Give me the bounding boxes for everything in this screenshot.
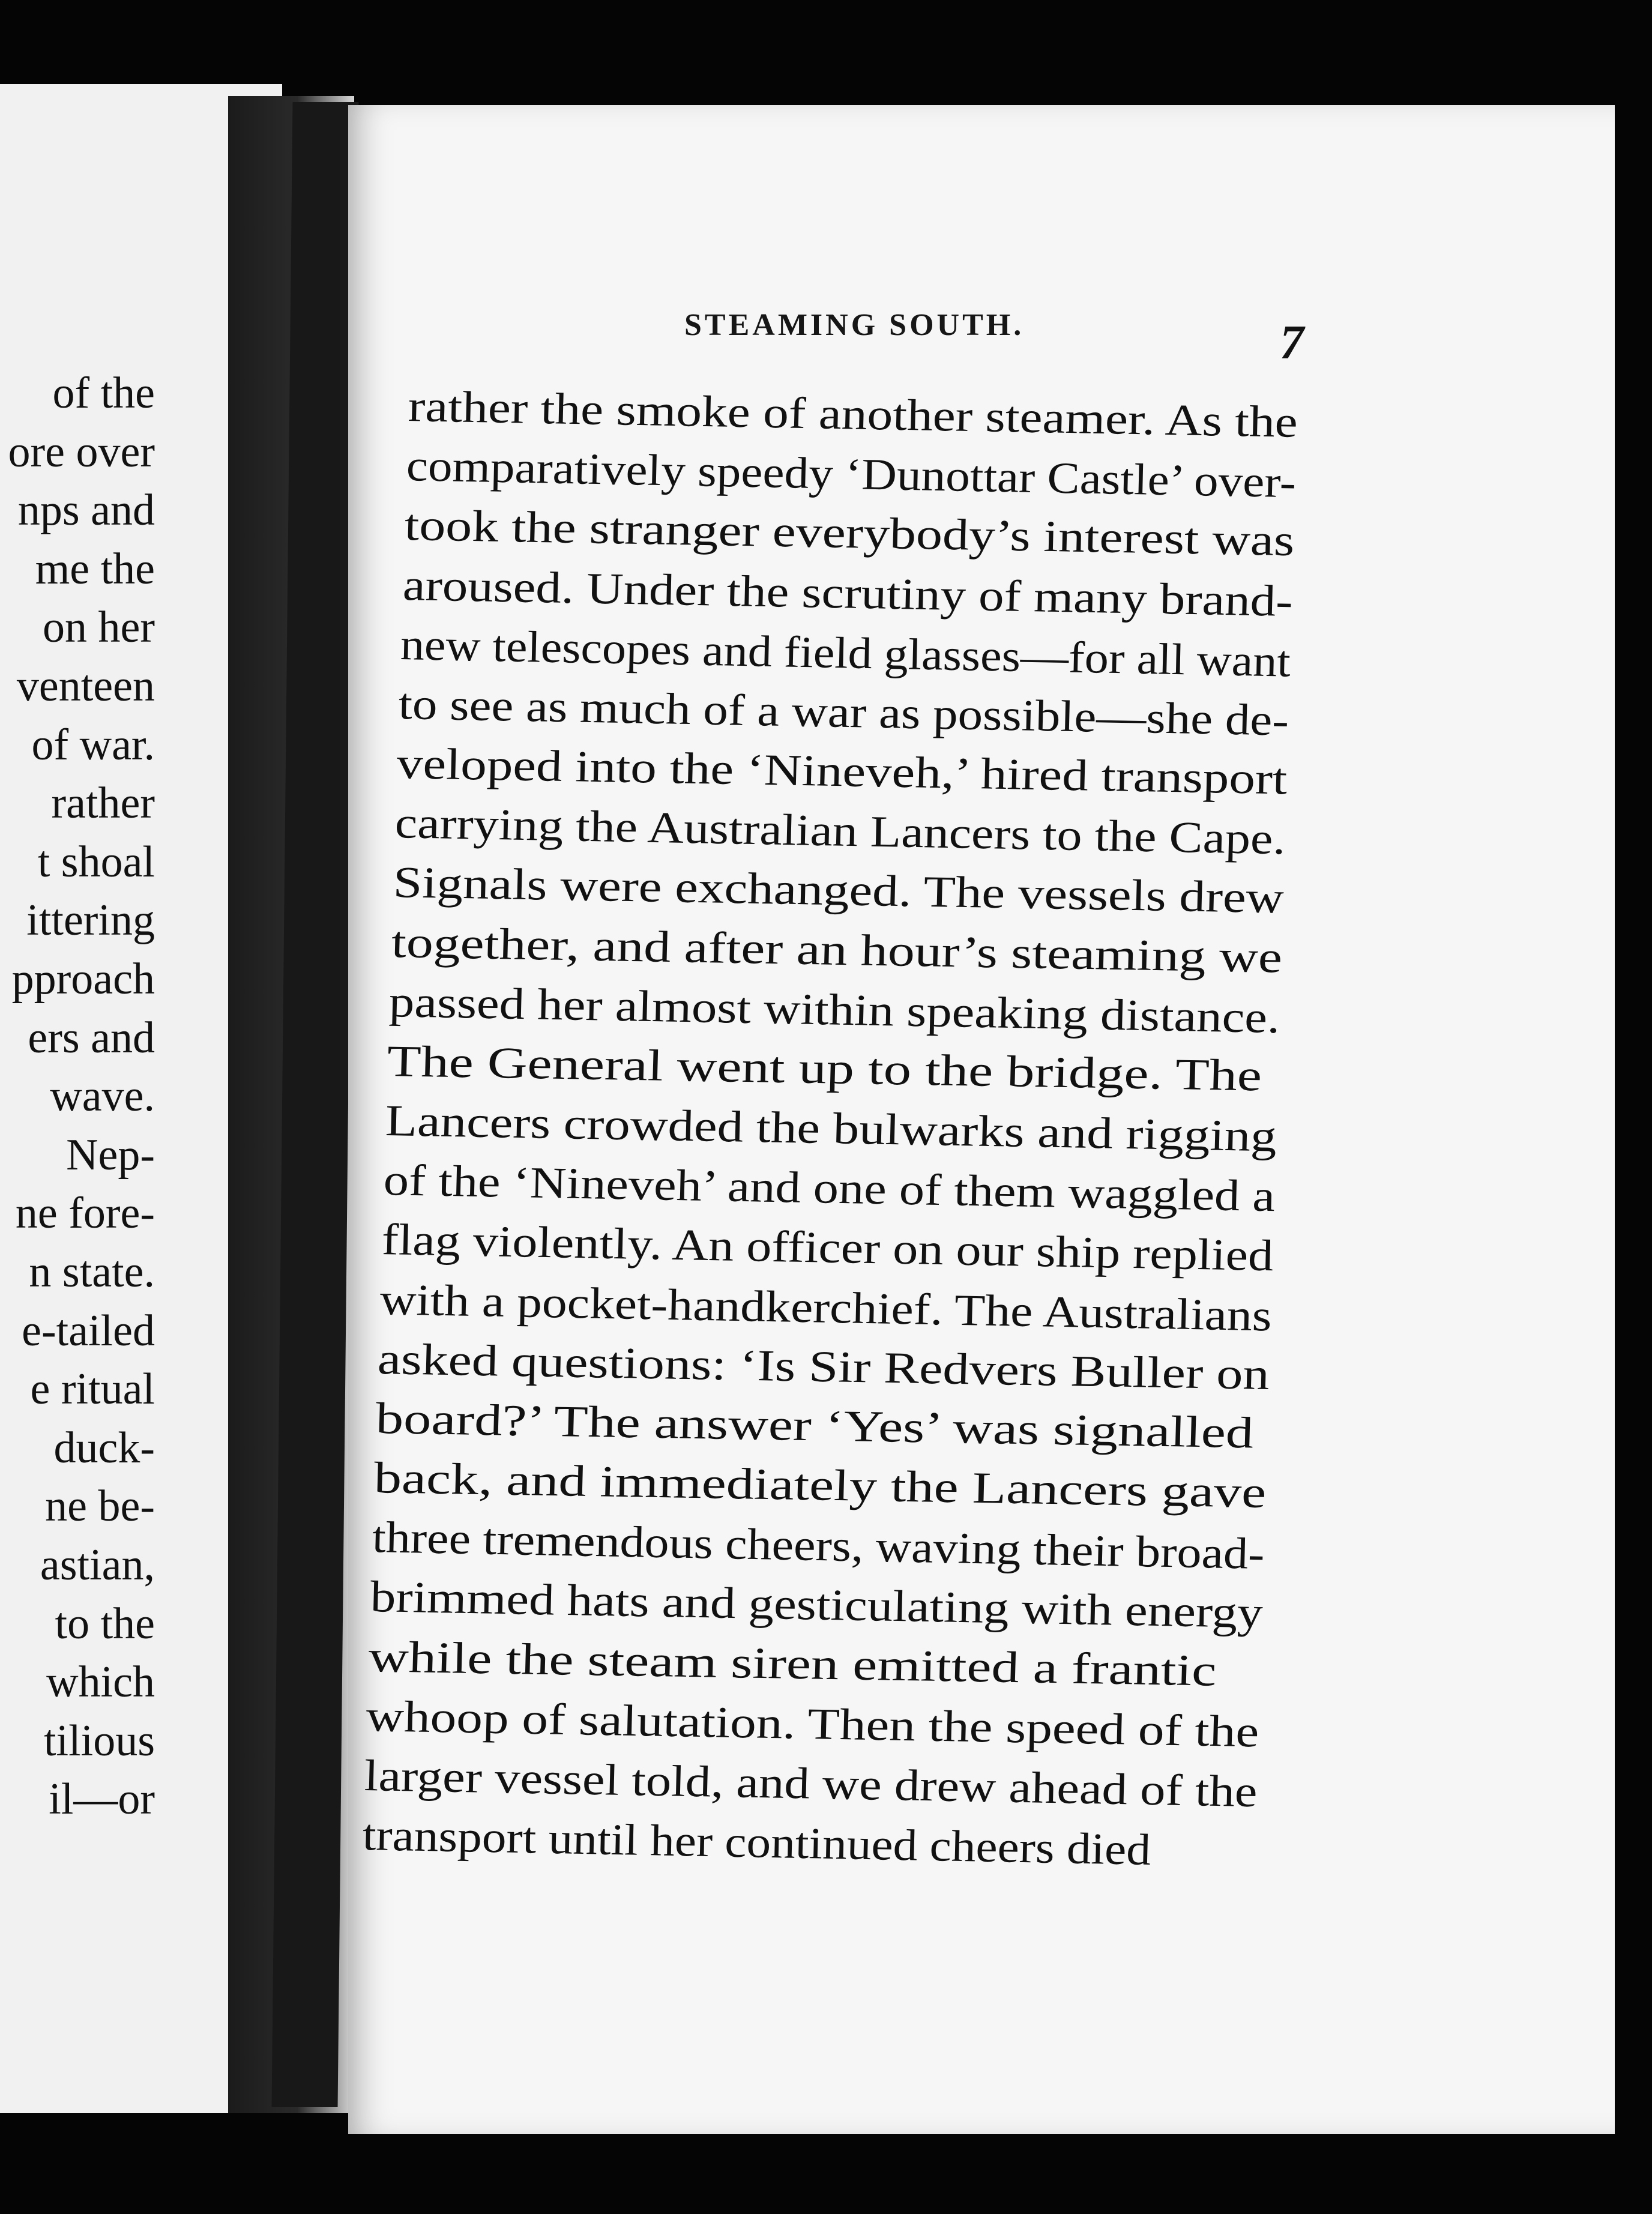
facing-page-line: ore over: [8, 427, 155, 477]
facing-page-line: ne fore-: [15, 1189, 155, 1238]
body-text-line: flag violently. An officer on our ship replied: [381, 1215, 1274, 1281]
facing-page-line: ne be-: [45, 1482, 155, 1531]
body-text-line: while the steam siren emitted a frantic: [367, 1632, 1217, 1696]
body-text-line: took the stranger everybody’s interest was: [403, 501, 1295, 566]
page-number: 7: [1280, 316, 1304, 369]
facing-page-line: tilious: [43, 1716, 155, 1766]
facing-page-line: Nep-: [66, 1130, 155, 1180]
body-text-line: with a pocket-handkerchief. The Australians: [379, 1274, 1272, 1341]
facing-page-line: duck-: [53, 1423, 155, 1473]
body-text-line: Lancers crowded the bulwarks and rigging: [384, 1096, 1277, 1162]
body-text-line: transport until her continued cheers died: [362, 1811, 1151, 1875]
facing-page-line: of war.: [31, 720, 155, 770]
facing-page-line: which: [46, 1657, 155, 1707]
body-text-line: The General went up to the bridge. The: [387, 1036, 1263, 1101]
body-text-line: veloped into the ‘Nineveh,’ hired transport: [396, 739, 1288, 804]
facing-page-line: pproach: [11, 955, 155, 1004]
body-text-line: carrying the Australian Lancers to the Cape.: [394, 798, 1286, 864]
facing-page-line: nps and: [17, 486, 155, 535]
facing-page-line: on her: [43, 603, 155, 653]
facing-page-line: venteen: [16, 662, 155, 711]
body-text-line: whoop of salutation. Then the speed of the: [366, 1691, 1260, 1757]
facing-page-line: ittering: [26, 896, 155, 946]
facing-page-line: t shoal: [37, 837, 155, 887]
body-text-line: aroused. Under the scrutiny of many brand-: [402, 560, 1293, 626]
body-text-line: together, and after an hour’s steaming we: [390, 917, 1283, 983]
body-text-line: board?’ The answer ‘Yes’ was signalled: [375, 1393, 1255, 1458]
facing-page-line: wave.: [50, 1072, 155, 1121]
running-head: STEAMING SOUTH.: [684, 308, 1025, 342]
facing-page-line: ers and: [28, 1013, 155, 1063]
body-text-line: rather the smoke of another steamer. As the: [408, 382, 1298, 447]
body-text-line: comparatively speedy ‘Dunottar Castle’ over-: [405, 441, 1297, 508]
facing-page-line: astian,: [40, 1540, 155, 1590]
body-text-line: back, and immediately the Lancers gave: [373, 1453, 1267, 1518]
facing-page-line: il—or: [49, 1775, 155, 1824]
body-text-line: of the ‘Nineveh’ and one of them waggled a: [382, 1156, 1276, 1222]
body-text-line: to see as much of a war as possible—she de-: [398, 679, 1290, 746]
body-text-line: larger vessel told, and we drew ahead of the: [364, 1751, 1258, 1817]
facing-page-line: to the: [55, 1599, 155, 1648]
body-text-line: passed her almost within speaking distance.: [388, 977, 1281, 1043]
facing-page-line: n state.: [29, 1247, 155, 1297]
facing-page-line: e ritual: [30, 1365, 155, 1414]
facing-page-line: of the: [52, 369, 155, 418]
body-text-line: new telescopes and field glasses—for all want: [400, 620, 1291, 687]
body-text-line: asked questions: ‘Is Sir Redvers Buller on: [377, 1334, 1271, 1399]
facing-page-line: e-tailed: [22, 1306, 155, 1356]
body-text-line: three tremendous cheers, waving their broad-: [371, 1513, 1265, 1579]
facing-page-line: me the: [35, 544, 155, 594]
body-text-line: Signals were exchanged. The vessels drew: [392, 858, 1285, 923]
facing-page-line: rather: [51, 779, 155, 828]
body-text-line: brimmed hats and gesticulating with energy: [369, 1572, 1264, 1638]
